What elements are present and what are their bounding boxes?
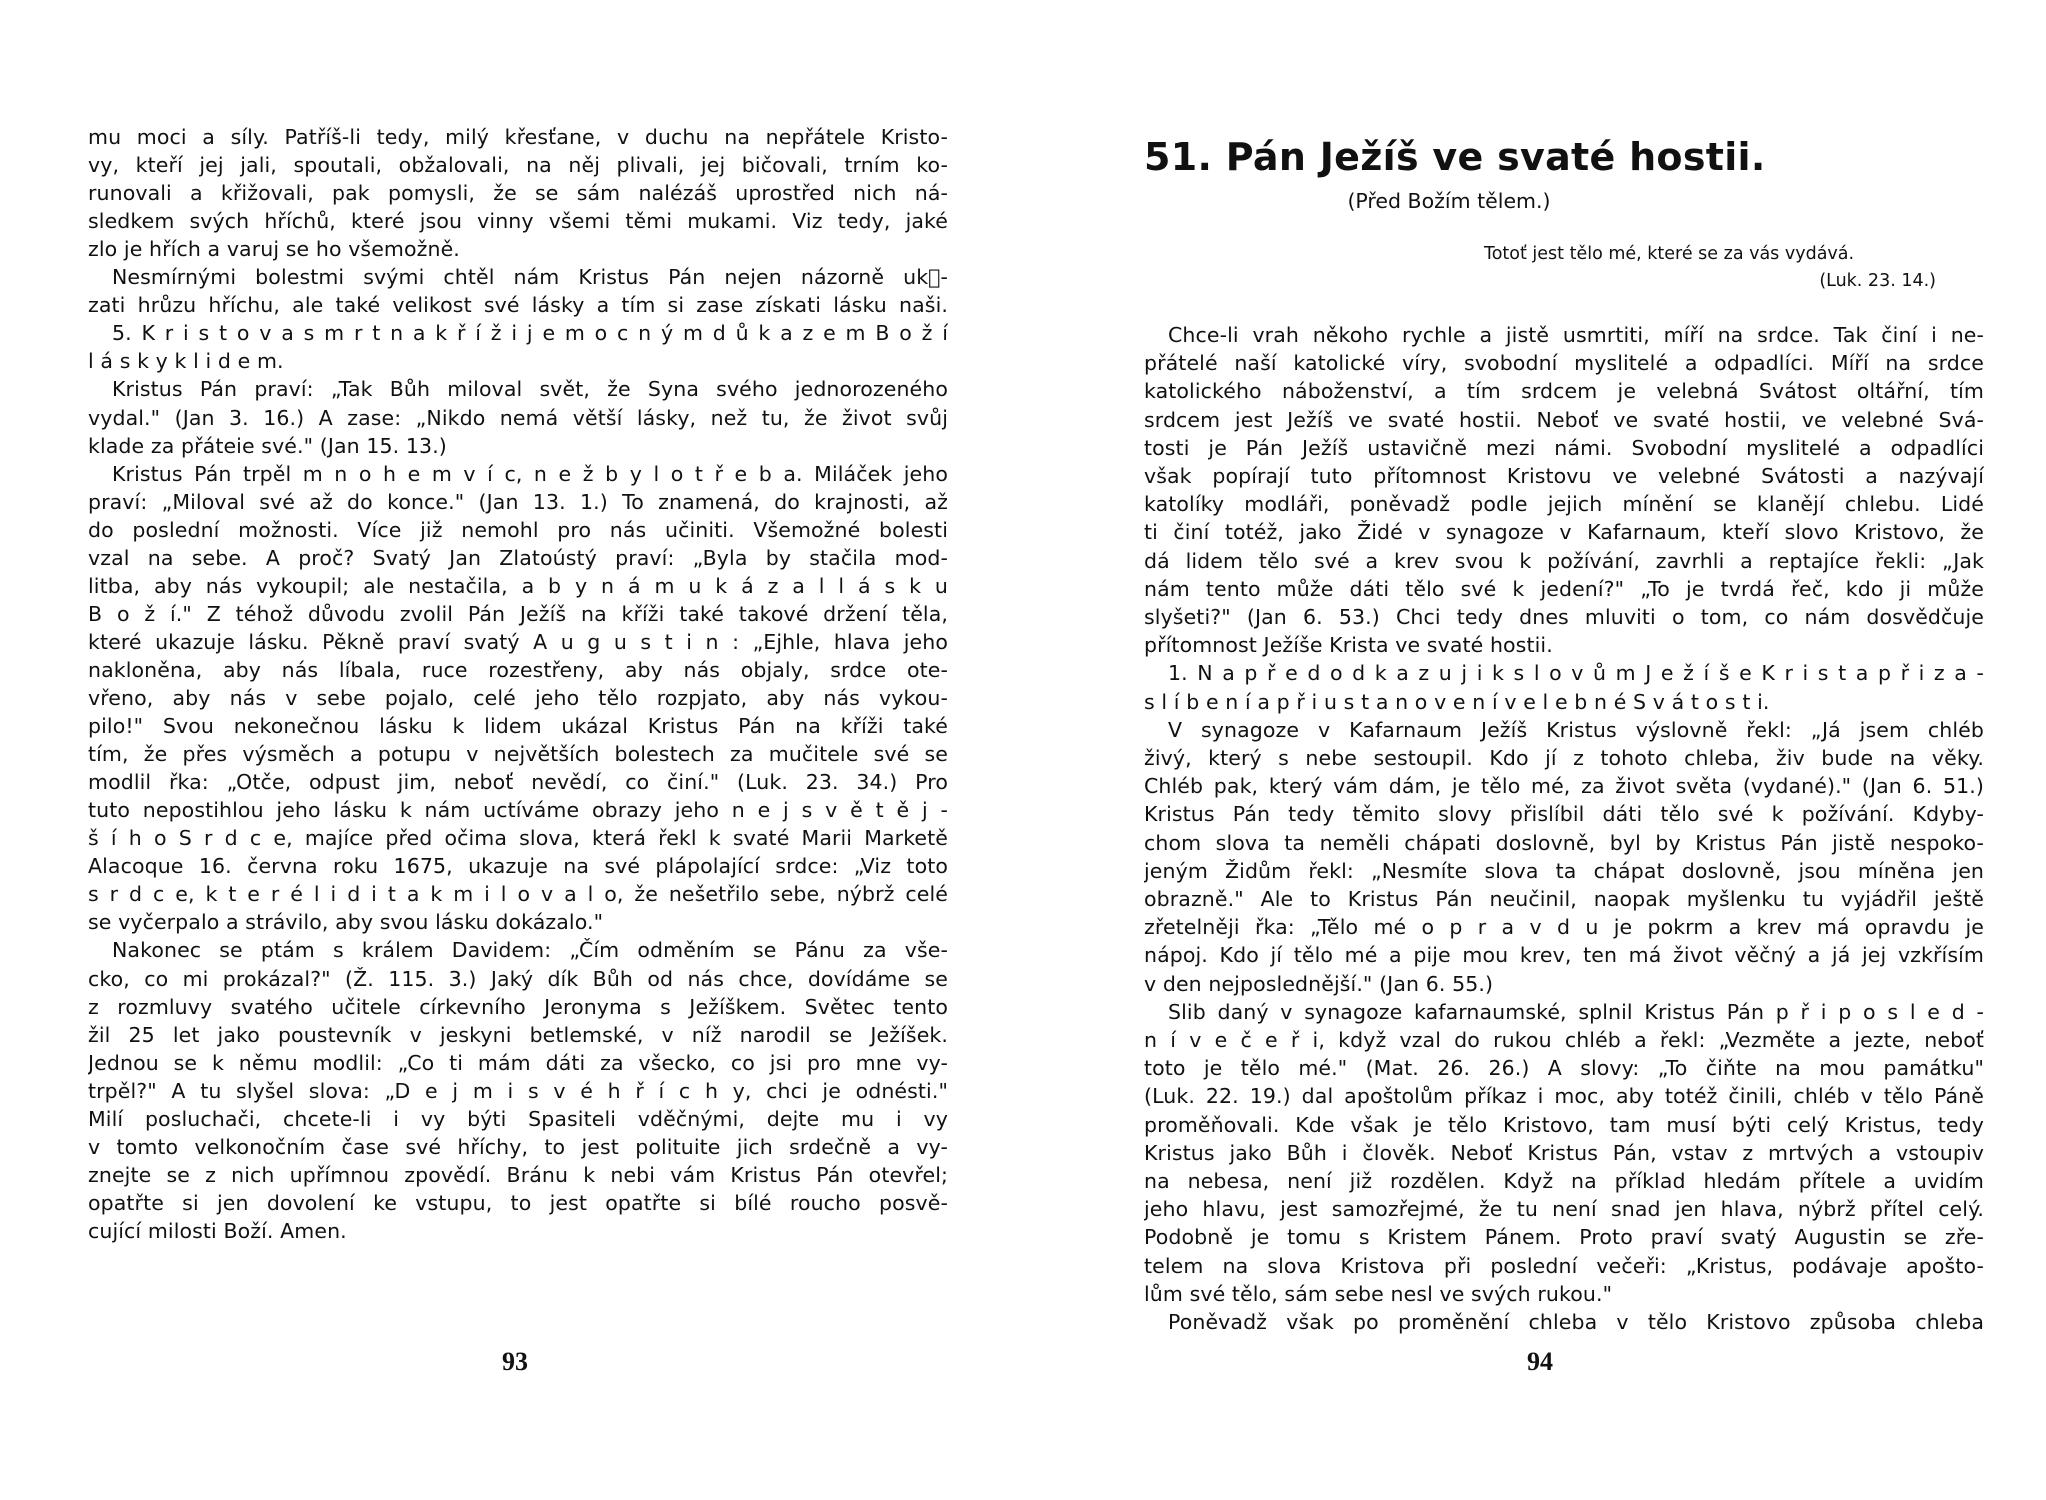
text-line: nápoj. Kdo jí tělo mé a pije mou krev, ten má život věčný a já jej vzkřísím bbox=[1144, 943, 1984, 968]
text-line: toto je tělo mé." (Mat. 26. 26.) A slovy: „To čiňte na mou památku" bbox=[1144, 1056, 1984, 1081]
text-line: 5. K r i s t o v a s m r t n a k ř í ž i j e m o c n ý m d ů k a z e m B o ž í bbox=[112, 321, 948, 346]
text-line: tosti je Pán Ježíš ustavičně mezi námi. Svobodní myslitelé a odpadlíci bbox=[1144, 435, 1984, 460]
text-line: litba, aby nás vykoupil; ale nestačila, a b y n á m u k á z a l l á s k u bbox=[88, 573, 948, 598]
text-line: jeným Židům řekl: „Nesmíte slova ta chápat doslovně, jsou míněna jen bbox=[1144, 858, 1984, 883]
text-line: přítomnost Ježíše Krista ve svaté hostii. bbox=[1144, 633, 1553, 658]
text-line: Podobně je tomu s Kristem Pánem. Proto praví svatý Augustin se zře- bbox=[1144, 1225, 1984, 1250]
text-line: Poněvadž však po proměnění chleba v tělo Kristovo způsoba chleba bbox=[1168, 1310, 1984, 1334]
text-line: do poslední možnosti. Více již nemohl pro nás učiniti. Všemožné bolesti bbox=[88, 517, 948, 542]
text-line: však popírají tuto přítomnost Kristovu ve velebné Svátosti a nazývají bbox=[1144, 464, 1984, 488]
text-line: ti činí totéž, jako Židé v synagoze v Kafarnaum, kteří slovo Kristovo, že bbox=[1144, 520, 1984, 545]
text-line: slyšeti?" (Jan 6. 53.) Chci tedy dnes mluviti o tom, co nám dosvědčuje bbox=[1144, 605, 1984, 629]
chapter-subtitle: (Před Božím tělem.) bbox=[1347, 189, 1551, 213]
text-line: živý, který s nebe sestoupil. Kdo jí z tohoto chleba, živ bude na věky. bbox=[1144, 746, 1984, 770]
text-line: modlil řka: „Otče, odpust jim, neboť nevědí, co činí." (Luk. 23. 34.) Pro bbox=[88, 770, 948, 795]
motto-quote: Totoť jest tělo mé, které se za vás vydává. bbox=[1484, 244, 1855, 264]
text-line: cko, co mi prokázal?" (Ž. 115. 3.) Jaký dík Bůh od nás chce, dovídáme se bbox=[88, 966, 948, 991]
text-line: žil 25 let jako poustevník v jeskyni betlemské, v níž narodil se Ježíšek. bbox=[88, 1022, 948, 1047]
text-line: V synagoze v Kafarnaum Ježíš Kristus výslovně řekl: „Já jsem chléb bbox=[1168, 717, 1984, 742]
text-line: Chce-li vrah někoho rychle a jistě usmrtiti, míří na srdce. Tak činí i ne- bbox=[1168, 323, 1984, 347]
text-line: Kristus Pán tedy těmito slovy přislíbil dáti tělo své k požívání. Kdyby- bbox=[1144, 802, 1984, 827]
text-line: vydal." (Jan 3. 16.) A zase: „Nikdo nemá větší lásky, než tu, že život svůj bbox=[88, 405, 948, 430]
text-line: Jednou se k němu modlil: „Co ti mám dáti za všecko, co jsi pro mne vy- bbox=[88, 1050, 948, 1075]
text-line: v den nejposlednější." (Jan 6. 55.) bbox=[1144, 971, 1494, 996]
text-line: s r d c e, k t e r é l i d i t a k m i l o v a l o, že nešetřilo sebe, nýbrž celé bbox=[88, 882, 948, 907]
text-line: zati hrůzu hříchu, ale také velikost své lásky a tím si zase získati lásku naši. bbox=[88, 293, 948, 318]
text-line: Milí posluchači, chcete-li i vy býti Spasiteli vděčnými, dejte mu i vy bbox=[88, 1106, 948, 1131]
text-line: dá lidem tělo své a krev svou k požívání, zavrhli a reptajíce řekli: „Jak bbox=[1144, 548, 1984, 573]
text-line: které ukazuje lásku. Pěkně praví svatý A u g u s t i n : „Ejhle, hlava jeho bbox=[88, 629, 948, 654]
text-line: chom slova ta neměli chápati doslovně, byl by Kristus Pán jistě nespoko- bbox=[1144, 830, 1984, 855]
text-line: zřetelněji řka: „Tělo mé o p r a v d u je pokrm a krev má opravdu je bbox=[1144, 915, 1984, 940]
text-line: lům své tělo, sám sebe nesl ve svých rukou." bbox=[1144, 1281, 1613, 1306]
text-line: vzal na sebe. A proč? Svatý Jan Zlatoústý praví: „Byla by stačila mod- bbox=[88, 545, 948, 570]
text-line: opatřte si jen dovolení ke vstupu, to jest opatřte si bílé roucho posvě- bbox=[88, 1190, 948, 1215]
text-line: praví: „Miloval své až do konce." (Jan 13. 1.) To znamená, do krajnosti, až bbox=[88, 489, 948, 514]
text-line: sledkem svých hříchů, které jsou vinny všemi těmi mukami. Viz tedy, jaké bbox=[88, 209, 948, 234]
left-page bbox=[88, 0, 948, 1500]
text-line: Kristus Pán praví: „Tak Bůh miloval svět, že Syna svého jednorozeného bbox=[112, 377, 948, 402]
text-line: katolického náboženství, a tím srdcem je velebná Svátost oltářní, tím bbox=[1144, 379, 1984, 404]
text-line: vřeno, aby nás v sebe pojalo, celé jeho tělo rozpjato, aby nás vykou- bbox=[88, 686, 948, 710]
text-line: Kristus Pán trpěl m n o h e m v í c, n e ž b y l o t ř e b a. Miláček jeho bbox=[112, 461, 948, 486]
text-line: katolíky modláři, poněvadž podle jejich mínění se klanějí chlebu. Lidé bbox=[1144, 492, 1984, 517]
text-line: 1. N a p ř e d o d k a z u j i k s l o v ů m J e ž í š e K r i s t a p ř i z a - bbox=[1168, 661, 1984, 686]
text-line: B o ž í." Z téhož důvodu zvolil Pán Ježíš na kříži také takové držení těla, bbox=[88, 601, 948, 626]
text-line: Kristus jako Bůh i člověk. Neboť Kristus Pán, vstav z mrtvých a vstoupiv bbox=[1144, 1140, 1984, 1165]
text-line: Chléb pak, který vám dám, je tělo mé, za život světa (vydané)." (Jan 6. 51.) bbox=[1144, 774, 1984, 799]
page-number-right: 94 bbox=[1527, 1347, 1553, 1376]
text-line: zlo je hřích a varuj se ho všemožně. bbox=[88, 237, 460, 262]
text-line: n í v e č e ř i, když vzal do rukou chléb a řekl: „Vezměte a jezte, neboť bbox=[1144, 1028, 1984, 1052]
text-line: mu moci a síly. Patříš-li tedy, milý křesťane, v duchu na nepřátele Kristo- bbox=[88, 125, 948, 149]
page-number-left: 93 bbox=[502, 1347, 528, 1376]
text-line: tuto nepostihlou jeho lásku k nám uctíváme obrazy jeho n e j s v ě t ě j - bbox=[88, 798, 948, 823]
text-line: nakloněna, aby nás líbala, ruce rozestřeny, aby nás objaly, srdce ote- bbox=[88, 657, 948, 682]
right-page bbox=[1144, 0, 1984, 1500]
text-line: (Luk. 22. 19.) dal apoštolům příkaz i moc, aby totéž činili, chléb v tělo Páně bbox=[1144, 1084, 1984, 1109]
text-line: srdcem jest Ježíš ve svaté hostii. Neboť ve svaté hostii, ve velebné Svá- bbox=[1144, 407, 1984, 432]
text-line: telem na slova Kristova při poslední večeři: „Kristus, podávaje apošto- bbox=[1144, 1253, 1984, 1278]
text-line: s l í b e n í a p ř i u s t a n o v e n í v e l e b n é S v á t o s t i. bbox=[1144, 689, 1770, 714]
text-line: klade za přáteie své." (Jan 15. 13.) bbox=[88, 433, 447, 458]
motto-reference: (Luk. 23. 14.) bbox=[1819, 271, 1936, 291]
text-line: jeho hlavu, jest samozřejmé, že tu není snad jen hlava, nýbrž přítel celý. bbox=[1144, 1197, 1984, 1222]
text-line: obrazně." Ale to Kristus Pán neučinil, naopak myšlenku tu vyjádřil ještě bbox=[1144, 887, 1984, 911]
text-line: cující milosti Boží. Amen. bbox=[88, 1218, 347, 1243]
text-line: trpěl?" A tu slyšel slova: „D e j m i s v é h ř í c h y, chci je odnésti." bbox=[88, 1078, 948, 1103]
text-line: tím, že přes výsměch a potupu v největších bolestech za mučitele své se bbox=[88, 742, 948, 767]
text-line: přátelé naší katolické víry, svobodní myslitelé a odpadlíci. Míří na srdce bbox=[1144, 351, 1984, 376]
text-line: Nakonec se ptám s králem Davidem: „Čím odměním se Pánu za vše- bbox=[112, 938, 948, 963]
text-line: na nebesa, není již rozdělen. Když na příklad hledám přítele a uvidím bbox=[1144, 1169, 1984, 1193]
text-line: znejte se z nich upřímnou zpovědí. Bránu k nebi vám Kristus Pán otevřel; bbox=[88, 1162, 948, 1187]
text-line: Slib daný v synagoze kafarnaumské, splnil Kristus Pán p ř i p o s l e d - bbox=[1168, 999, 1984, 1024]
text-line: runovali a křižovali, pak pomysli, že se sám nalézáš uprostřed nich ná- bbox=[88, 181, 948, 206]
text-line: Nesmírnými bolestmi svými chtěl nám Kristus Pán nejen názorně ukᷳ- bbox=[112, 265, 948, 290]
text-line: vy, kteří jej jali, spoutali, obžalovali, na něj plivali, jej bičovali, trním ko- bbox=[88, 153, 948, 178]
text-line: pilo!" Svou nekonečnou lásku k lidem ukázal Kristus Pán na kříži také bbox=[88, 714, 948, 739]
text-line: š í h o S r d c e, majíce před očima slova, která řekl k svaté Marii Marketě bbox=[88, 826, 948, 851]
text-line: Alacoque 16. června roku 1675, ukazuje na své plápolající srdce: „Viz toto bbox=[88, 854, 948, 879]
text-line: se vyčerpalo a strávilo, aby svou lásku dokázalo." bbox=[88, 910, 604, 935]
text-line: l á s k y k l i d e m. bbox=[88, 349, 284, 374]
text-line: v tomto velkonočním čase své hříchy, to jest polituite jich srdečně a vy- bbox=[88, 1134, 948, 1159]
text-line: proměňovali. Kde však je tělo Kristovo, tam musí býti celý Kristus, tedy bbox=[1144, 1112, 1984, 1137]
chapter-title: 51. Pán Ježíš ve svaté hostii. bbox=[1144, 135, 1766, 179]
text-line: z rozmluvy svatého učitele církevního Jeronyma s Ježíškem. Světec tento bbox=[88, 994, 948, 1019]
text-line: nám tento může dáti tělo své k jedení?" „To je tvrdá řeč, kdo ji může bbox=[1144, 576, 1984, 601]
